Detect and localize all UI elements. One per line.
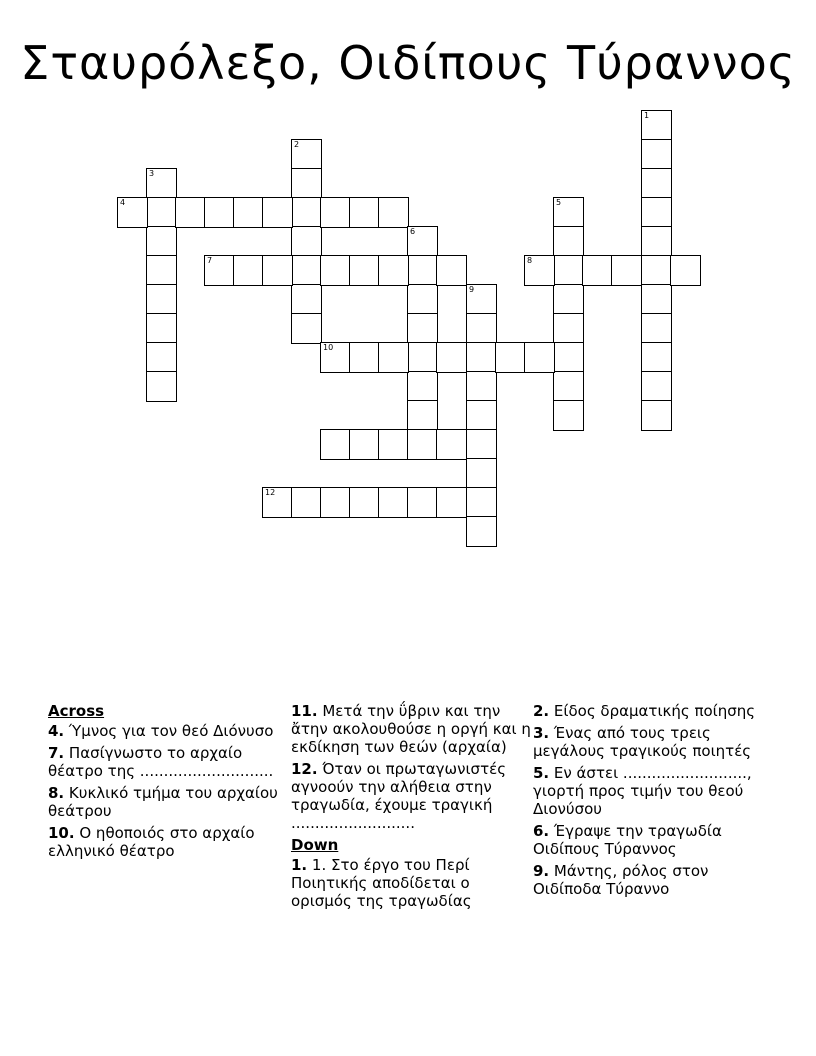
cell-input[interactable] [176,198,205,227]
grid-cell[interactable] [146,313,177,344]
cell-input[interactable] [642,401,671,430]
cell-input[interactable] [467,459,496,488]
clues-column-1 [48,702,278,864]
cell-input[interactable] [467,343,496,372]
grid-cell[interactable] [146,197,177,228]
clue-across-10: 10. Ο ηθοποιός στο αρχαίο ελληνικό θέατρο [48,824,255,860]
grid-cell[interactable] [262,487,293,518]
cell-input[interactable] [408,343,437,372]
grid-cell[interactable] [117,197,148,228]
grid-cell[interactable] [582,255,613,286]
grid-cell[interactable] [320,429,351,460]
grid-cell[interactable] [204,255,235,286]
clue-number: 12 [265,488,276,497]
cell-input[interactable] [147,227,176,256]
grid-cell[interactable] [378,255,409,286]
grid-cell[interactable] [436,342,467,373]
grid-cell[interactable] [378,197,409,228]
grid-cell[interactable] [233,255,264,286]
cell-input[interactable] [379,256,408,285]
cell-input[interactable] [292,256,321,285]
cell-input[interactable] [292,227,321,256]
grid-cell[interactable] [291,139,322,170]
grid-cell[interactable] [320,197,351,228]
grid-cell[interactable] [407,284,438,315]
cell-input[interactable] [467,285,496,314]
cell-input[interactable] [554,401,583,430]
cell-input[interactable] [467,401,496,430]
clue-across-12: 12. Όταν οι πρωταγωνιστές αγνοούν την αλήθεια στην τραγωδία, έχουμε τραγική .......................... [291,760,507,832]
grid-cell[interactable] [378,429,409,460]
grid-cell[interactable] [641,284,672,315]
clues-column-3 [533,702,773,902]
cell-input[interactable] [554,198,583,227]
cell-input[interactable] [147,372,176,401]
grid-cell[interactable] [670,255,701,286]
grid-cell[interactable] [407,400,438,431]
clue-number: 5 [556,198,562,207]
cell-input[interactable] [379,198,408,227]
cell-input[interactable] [205,198,234,227]
grid-cell[interactable] [553,313,584,344]
grid-cell[interactable] [146,284,177,315]
grid-cell[interactable] [466,487,497,518]
grid-cell[interactable] [291,197,322,228]
clue-number: 4 [120,198,126,207]
grid-cell[interactable] [291,284,322,315]
clue-number: 9 [469,285,475,294]
clue-down-5: 5. Εν άστει .........................., γιορτή προς τιμήν του θεού Διονύσου [533,764,752,818]
cell-input[interactable] [525,343,554,372]
cell-input[interactable] [408,488,437,517]
cell-input[interactable] [321,198,350,227]
cell-input[interactable] [292,314,321,343]
grid-cell[interactable] [553,400,584,431]
cell-input[interactable] [147,256,176,285]
clue-number: 8 [527,256,533,265]
grid-cell[interactable] [349,255,380,286]
grid-cell[interactable] [641,197,672,228]
cell-input[interactable] [467,314,496,343]
grid-cell[interactable] [291,226,322,257]
cell-input[interactable] [147,285,176,314]
grid-cell[interactable] [436,429,467,460]
cell-input[interactable] [147,169,176,198]
grid-cell[interactable] [641,168,672,199]
cell-input[interactable] [408,285,437,314]
grid-cell[interactable] [466,458,497,489]
grid-cell[interactable] [466,516,497,547]
grid-cell[interactable] [407,226,438,257]
grid-cell[interactable] [553,342,584,373]
grid-cell[interactable] [291,255,322,286]
grid-cell[interactable] [641,139,672,170]
cell-input[interactable] [554,285,583,314]
grid-cell[interactable] [641,313,672,344]
cell-input[interactable] [437,256,466,285]
cell-input[interactable] [292,198,321,227]
clue-down-1: 1. 1. Στο έργο του Περί Ποιητικής αποδίδεται ο ορισμός της τραγωδίας [291,856,472,910]
clue-across-8: 8. Κυκλικό τμήμα του αρχαίου θεάτρου [48,784,278,820]
cell-input[interactable] [642,343,671,372]
grid-cell[interactable] [204,197,235,228]
grid-cell[interactable] [641,226,672,257]
grid-cell[interactable] [611,255,642,286]
cell-input[interactable] [642,285,671,314]
cell-input[interactable] [583,256,612,285]
cell-input[interactable] [234,256,263,285]
cell-input[interactable] [234,198,263,227]
grid-cell[interactable] [233,197,264,228]
cell-input[interactable] [263,198,292,227]
grid-cell[interactable] [175,197,206,228]
cell-input[interactable] [642,111,671,140]
grid-cell[interactable] [407,342,438,373]
grid-cell[interactable] [407,371,438,402]
cell-input[interactable] [642,314,671,343]
cell-input[interactable] [379,488,408,517]
grid-cell[interactable] [524,255,555,286]
cell-input[interactable] [408,227,437,256]
cell-input[interactable] [554,314,583,343]
cell-input[interactable] [263,488,292,517]
grid-cell[interactable] [553,197,584,228]
grid-cell[interactable] [146,255,177,286]
grid-cell[interactable] [146,226,177,257]
cell-input[interactable] [642,169,671,198]
clue-number: 3 [149,169,155,178]
down-header: Down [291,836,339,854]
cell-input[interactable] [671,256,700,285]
cell-input[interactable] [642,227,671,256]
grid-cell[interactable] [146,342,177,373]
grid-cell[interactable] [407,487,438,518]
grid-cell[interactable] [407,429,438,460]
cell-input[interactable] [205,256,234,285]
cell-input[interactable] [408,372,437,401]
grid-cell[interactable] [641,400,672,431]
cell-input[interactable] [263,256,292,285]
grid-cell[interactable] [553,284,584,315]
grid-cell[interactable] [466,342,497,373]
cell-input[interactable] [408,256,437,285]
clue-number: 2 [294,140,300,149]
grid-cell[interactable] [407,313,438,344]
cell-input[interactable] [379,430,408,459]
grid-cell[interactable] [553,226,584,257]
cell-input[interactable] [642,256,671,285]
cell-input[interactable] [321,343,350,372]
grid-cell[interactable] [641,371,672,402]
cell-input[interactable] [554,372,583,401]
grid-cell[interactable] [291,487,322,518]
cell-input[interactable] [467,372,496,401]
cell-input[interactable] [350,430,379,459]
grid-cell[interactable] [495,342,526,373]
grid-cell[interactable] [407,255,438,286]
cell-input[interactable] [292,140,321,169]
grid-cell[interactable] [291,168,322,199]
page-title: Σταυρόλεξο, Οιδίπους Τύραννος [20,36,796,90]
grid-cell[interactable] [320,255,351,286]
cell-input[interactable] [642,198,671,227]
grid-cell[interactable] [553,255,584,286]
cell-input[interactable] [350,198,379,227]
cell-input[interactable] [467,488,496,517]
clue-down-6: 6. Έγραψε την τραγωδία Οιδίπους Τύραννος [533,822,722,858]
cell-input[interactable] [292,285,321,314]
clue-down-9: 9. Μάντης, ρόλος στον Οιδίποδα Τύραννο [533,862,709,898]
cell-input[interactable] [496,343,525,372]
grid-cell[interactable] [466,371,497,402]
grid-cell[interactable] [436,255,467,286]
cell-input[interactable] [437,343,466,372]
grid-cell[interactable] [349,197,380,228]
clue-down-2: 2. Είδος δραματικής ποίησης [533,702,756,720]
cell-input[interactable] [350,256,379,285]
clue-number: 7 [207,256,213,265]
grid-cell[interactable] [466,429,497,460]
cell-input[interactable] [379,343,408,372]
cell-input[interactable] [408,401,437,430]
cell-input[interactable] [642,372,671,401]
cell-input[interactable] [408,314,437,343]
cell-input[interactable] [118,198,147,227]
clue-number: 6 [410,227,416,236]
clue-number: 1 [644,111,650,120]
grid-cell[interactable] [641,255,672,286]
grid-cell[interactable] [378,487,409,518]
clue-across-4: 4. Ύμνος για τον θεό Διόνυσο [48,722,274,740]
across-header: Across [48,702,105,720]
cell-input[interactable] [147,343,176,372]
grid-cell[interactable] [349,487,380,518]
clues-column-2 [291,702,531,914]
cell-input[interactable] [350,343,379,372]
grid-cell[interactable] [349,342,380,373]
clue-number: 10 [323,343,334,352]
cell-input[interactable] [147,198,176,227]
grid-cell[interactable] [378,342,409,373]
cell-input[interactable] [321,256,350,285]
cell-input[interactable] [554,343,583,372]
cell-input[interactable] [408,430,437,459]
grid-cell[interactable] [262,197,293,228]
grid-cell[interactable] [641,342,672,373]
grid-cell[interactable] [146,371,177,402]
cell-input[interactable] [147,314,176,343]
cell-input[interactable] [321,488,350,517]
grid-cell[interactable] [466,313,497,344]
cell-input[interactable] [642,140,671,169]
clue-across-7: 7. Πασίγνωστο το αρχαίο θέατρο της ............................ [48,744,274,780]
grid-cell[interactable] [291,313,322,344]
cell-input[interactable] [321,430,350,459]
cell-input[interactable] [525,256,554,285]
cell-input[interactable] [350,488,379,517]
cell-input[interactable] [612,256,641,285]
grid-cell[interactable] [466,400,497,431]
grid-cell[interactable] [349,429,380,460]
grid-cell[interactable] [466,284,497,315]
grid-cell[interactable] [146,168,177,199]
cell-input[interactable] [467,517,496,546]
grid-cell[interactable] [524,342,555,373]
clue-across-11: 11. Μετά την ΰβριν και την ἄτην ακολουθούσε η οργή και η εκδίκηση των θεών (αρχαία) [291,702,531,756]
grid-cell[interactable] [262,255,293,286]
cell-input[interactable] [292,169,321,198]
cell-input[interactable] [437,430,466,459]
grid-cell[interactable] [320,487,351,518]
grid-cell[interactable] [436,487,467,518]
cell-input[interactable] [554,227,583,256]
cell-input[interactable] [437,488,466,517]
cell-input[interactable] [467,430,496,459]
cell-input[interactable] [554,256,583,285]
grid-cell[interactable] [320,342,351,373]
grid-cell[interactable] [641,110,672,141]
cell-input[interactable] [292,488,321,517]
grid-cell[interactable] [553,371,584,402]
clue-down-3: 3. Ένας από τους τρεις μεγάλους τραγικούς ποιητές [533,724,752,760]
